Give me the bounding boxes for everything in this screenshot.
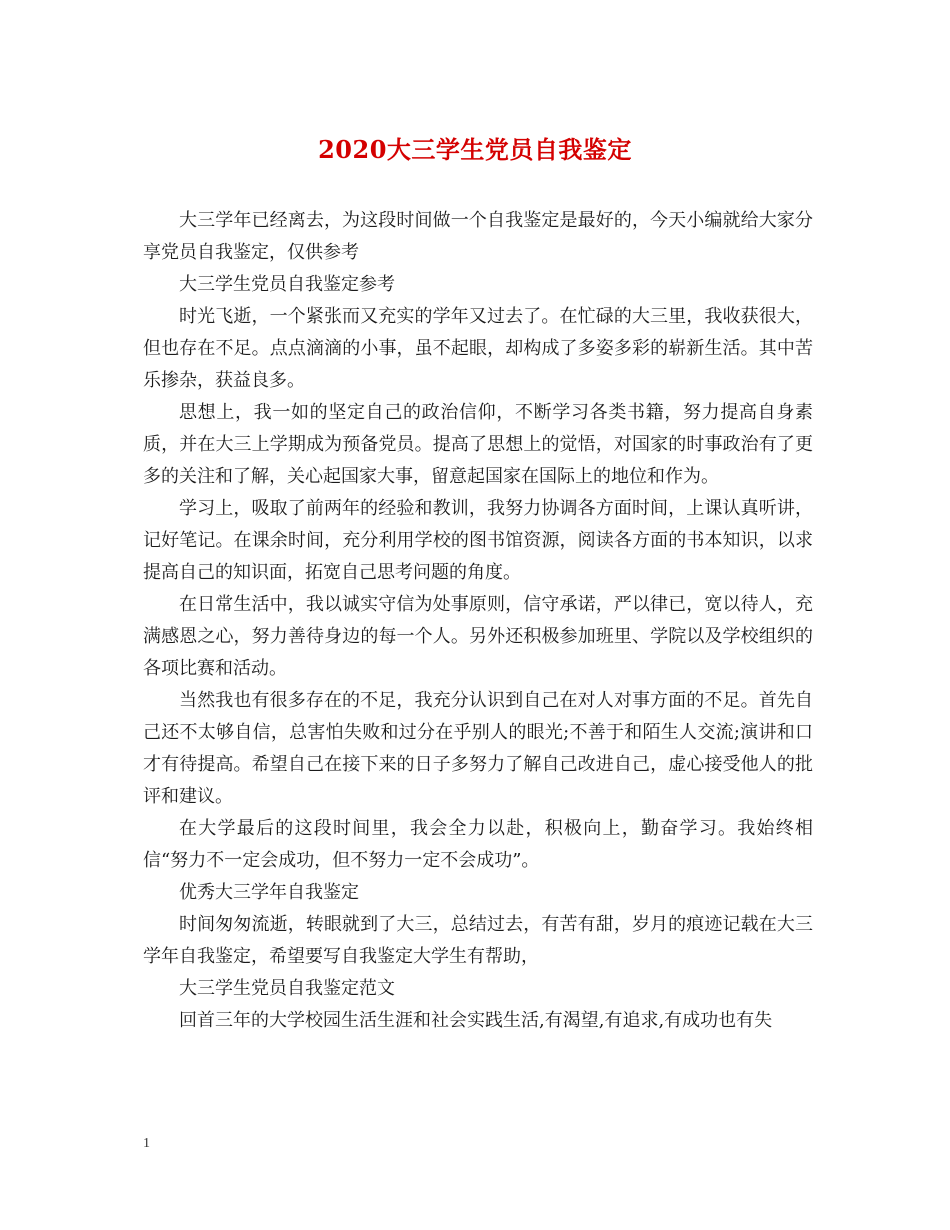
paragraph-study: 学习上，吸取了前两年的经验和教训，我努力协调各方面时间，上课认真听讲，记好笔记。在课余时间，充分利用学校的图书馆资源，阅读各方面的书本知识，以求提高自己的知识面，拓宽自己思考问题的角度。 — [143, 498, 813, 583]
paragraph-final-year: 在大学最后的这段时间里，我会全力以赴，积极向上，勤奋学习。我始终相信“努力不一定会成功，但不努力一定不会成功”。 — [143, 818, 813, 871]
section-heading-excellent: 优秀大三学年自我鉴定 — [179, 882, 359, 903]
paragraph-time-passes: 时间匆匆流逝，转眼就到了大三，总结过去，有苦有甜，岁月的痕迹记载在大三学年自我鉴定，希望要写自我鉴定大学生有帮助， — [143, 914, 813, 967]
page-title: 2020大三学生党员自我鉴定 — [318, 135, 632, 164]
paragraph-intro: 大三学年已经离去，为这段时间做一个自我鉴定是最好的，今天小编就给大家分享党员自我鉴定，仅供参考 — [143, 210, 813, 263]
page-number: 1 — [143, 1136, 150, 1151]
paragraph-daily-life: 在日常生活中，我以诚实守信为处事原则，信守承诺，严以律已，宽以待人，充满感恩之心，努力善待身边的每一个人。另外还积极参加班里、学院以及学校组织的各项比赛和活动。 — [143, 594, 813, 679]
paragraph-ideology: 思想上，我一如的坚定自己的政治信仰，不断学习各类书籍，努力提高自身素质，并在大三上学期成为预备党员。提高了思想上的觉悟，对国家的时事政治有了更多的关注和了解，关心起国家大事，留意起国家在国际上的地位和作为。 — [143, 402, 813, 487]
section-heading-reference: 大三学生党员自我鉴定参考 — [179, 274, 395, 295]
paragraph-time-flies: 时光飞逝，一个紧张而又充实的学年又过去了。在忙碌的大三里，我收获很大，但也存在不足。点点滴滴的小事，虽不起眼，却构成了多姿多彩的崭新生活。其中苦乐掺杂，获益良多。 — [143, 306, 813, 391]
paragraph-looking-back: 回首三年的大学校园生活生涯和社会实践生活,有渴望,有追求,有成功也有失 — [179, 1010, 773, 1031]
paragraph-shortcomings: 当然我也有很多存在的不足，我充分认识到自己在对人对事方面的不足。首先自己还不太够自信，总害怕失败和过分在乎别人的眼光;不善于和陌生人交流;演讲和口才有待提高。希望自己在接下来的日子多努力了解自己改进自己，虚心接受他人的批评和建议。 — [143, 690, 813, 807]
section-heading-sample: 大三学生党员自我鉴定范文 — [179, 978, 395, 999]
document-body — [143, 205, 813, 1037]
